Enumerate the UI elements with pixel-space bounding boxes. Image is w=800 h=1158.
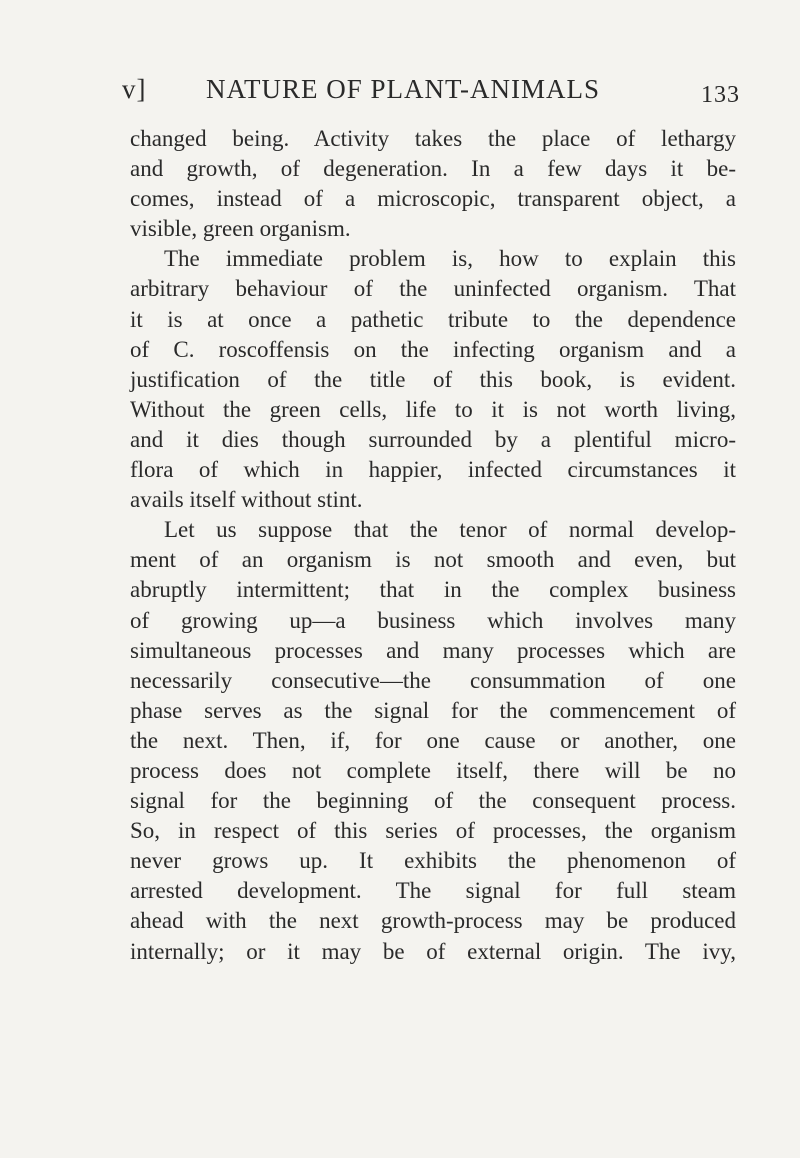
text-line: and growth, of degeneration. In a few days it be- — [130, 156, 736, 182]
text-line: arrested development. The signal for full steam — [130, 878, 736, 904]
text-line: the next. Then, if, for one cause or another, one — [130, 727, 736, 753]
text-line: and it dies though surrounded by a plentiful micro- — [130, 426, 736, 452]
text-line: phase serves as the signal for the commencement of — [130, 697, 736, 723]
text-line: simultaneous processes and many processes which are — [130, 637, 736, 663]
chapter-number: v] — [122, 74, 147, 104]
text-line: changed being. Activity takes the place of lethargy — [130, 126, 736, 151]
text-line: comes, instead of a microscopic, transparent object, a — [130, 186, 736, 212]
text-line: arbitrary behaviour of the uninfected organism. That — [130, 276, 736, 302]
text-line: it is at once a pathetic tribute to the dependence — [130, 306, 736, 332]
text-line: The immediate problem is, how to explain this — [164, 246, 736, 272]
text-line: ment of an organism is not smooth and even, but — [130, 547, 736, 573]
text-line: necessarily consecutive—the consummation of one — [130, 667, 736, 693]
text-line: avails itself without stint. — [130, 487, 363, 513]
text-line: never grows up. It exhibits the phenomenon of — [130, 848, 736, 874]
text-line: internally; or it may be of external origin. The ivy, — [130, 938, 736, 964]
body-text — [130, 124, 736, 967]
text-line: justification of the title of this book, is evident. — [130, 366, 736, 392]
text-line: So, in respect of this series of processes, the organism — [130, 818, 736, 844]
text-line: visible, green organism. — [130, 216, 351, 242]
text-line: signal for the beginning of the consequent process. — [130, 788, 736, 814]
page-number: 133 — [701, 82, 740, 108]
text-line: ahead with the next growth-process may be produced — [130, 908, 736, 934]
text-line: flora of which in happier, infected circumstances it — [130, 457, 736, 483]
running-header — [122, 74, 740, 114]
text-line: abruptly intermittent; that in the complex business — [130, 577, 736, 603]
running-title: NATURE OF PLANT-ANIMALS — [206, 74, 601, 104]
text-line: Without the green cells, life to it is not worth living, — [130, 396, 736, 422]
text-line: process does not complete itself, there will be no — [130, 757, 736, 783]
text-line: Let us suppose that the tenor of normal develop- — [164, 517, 736, 543]
text-line: of C. roscoffensis on the infecting organism and a — [130, 336, 736, 362]
text-line: of growing up—a business which involves many — [130, 607, 736, 633]
